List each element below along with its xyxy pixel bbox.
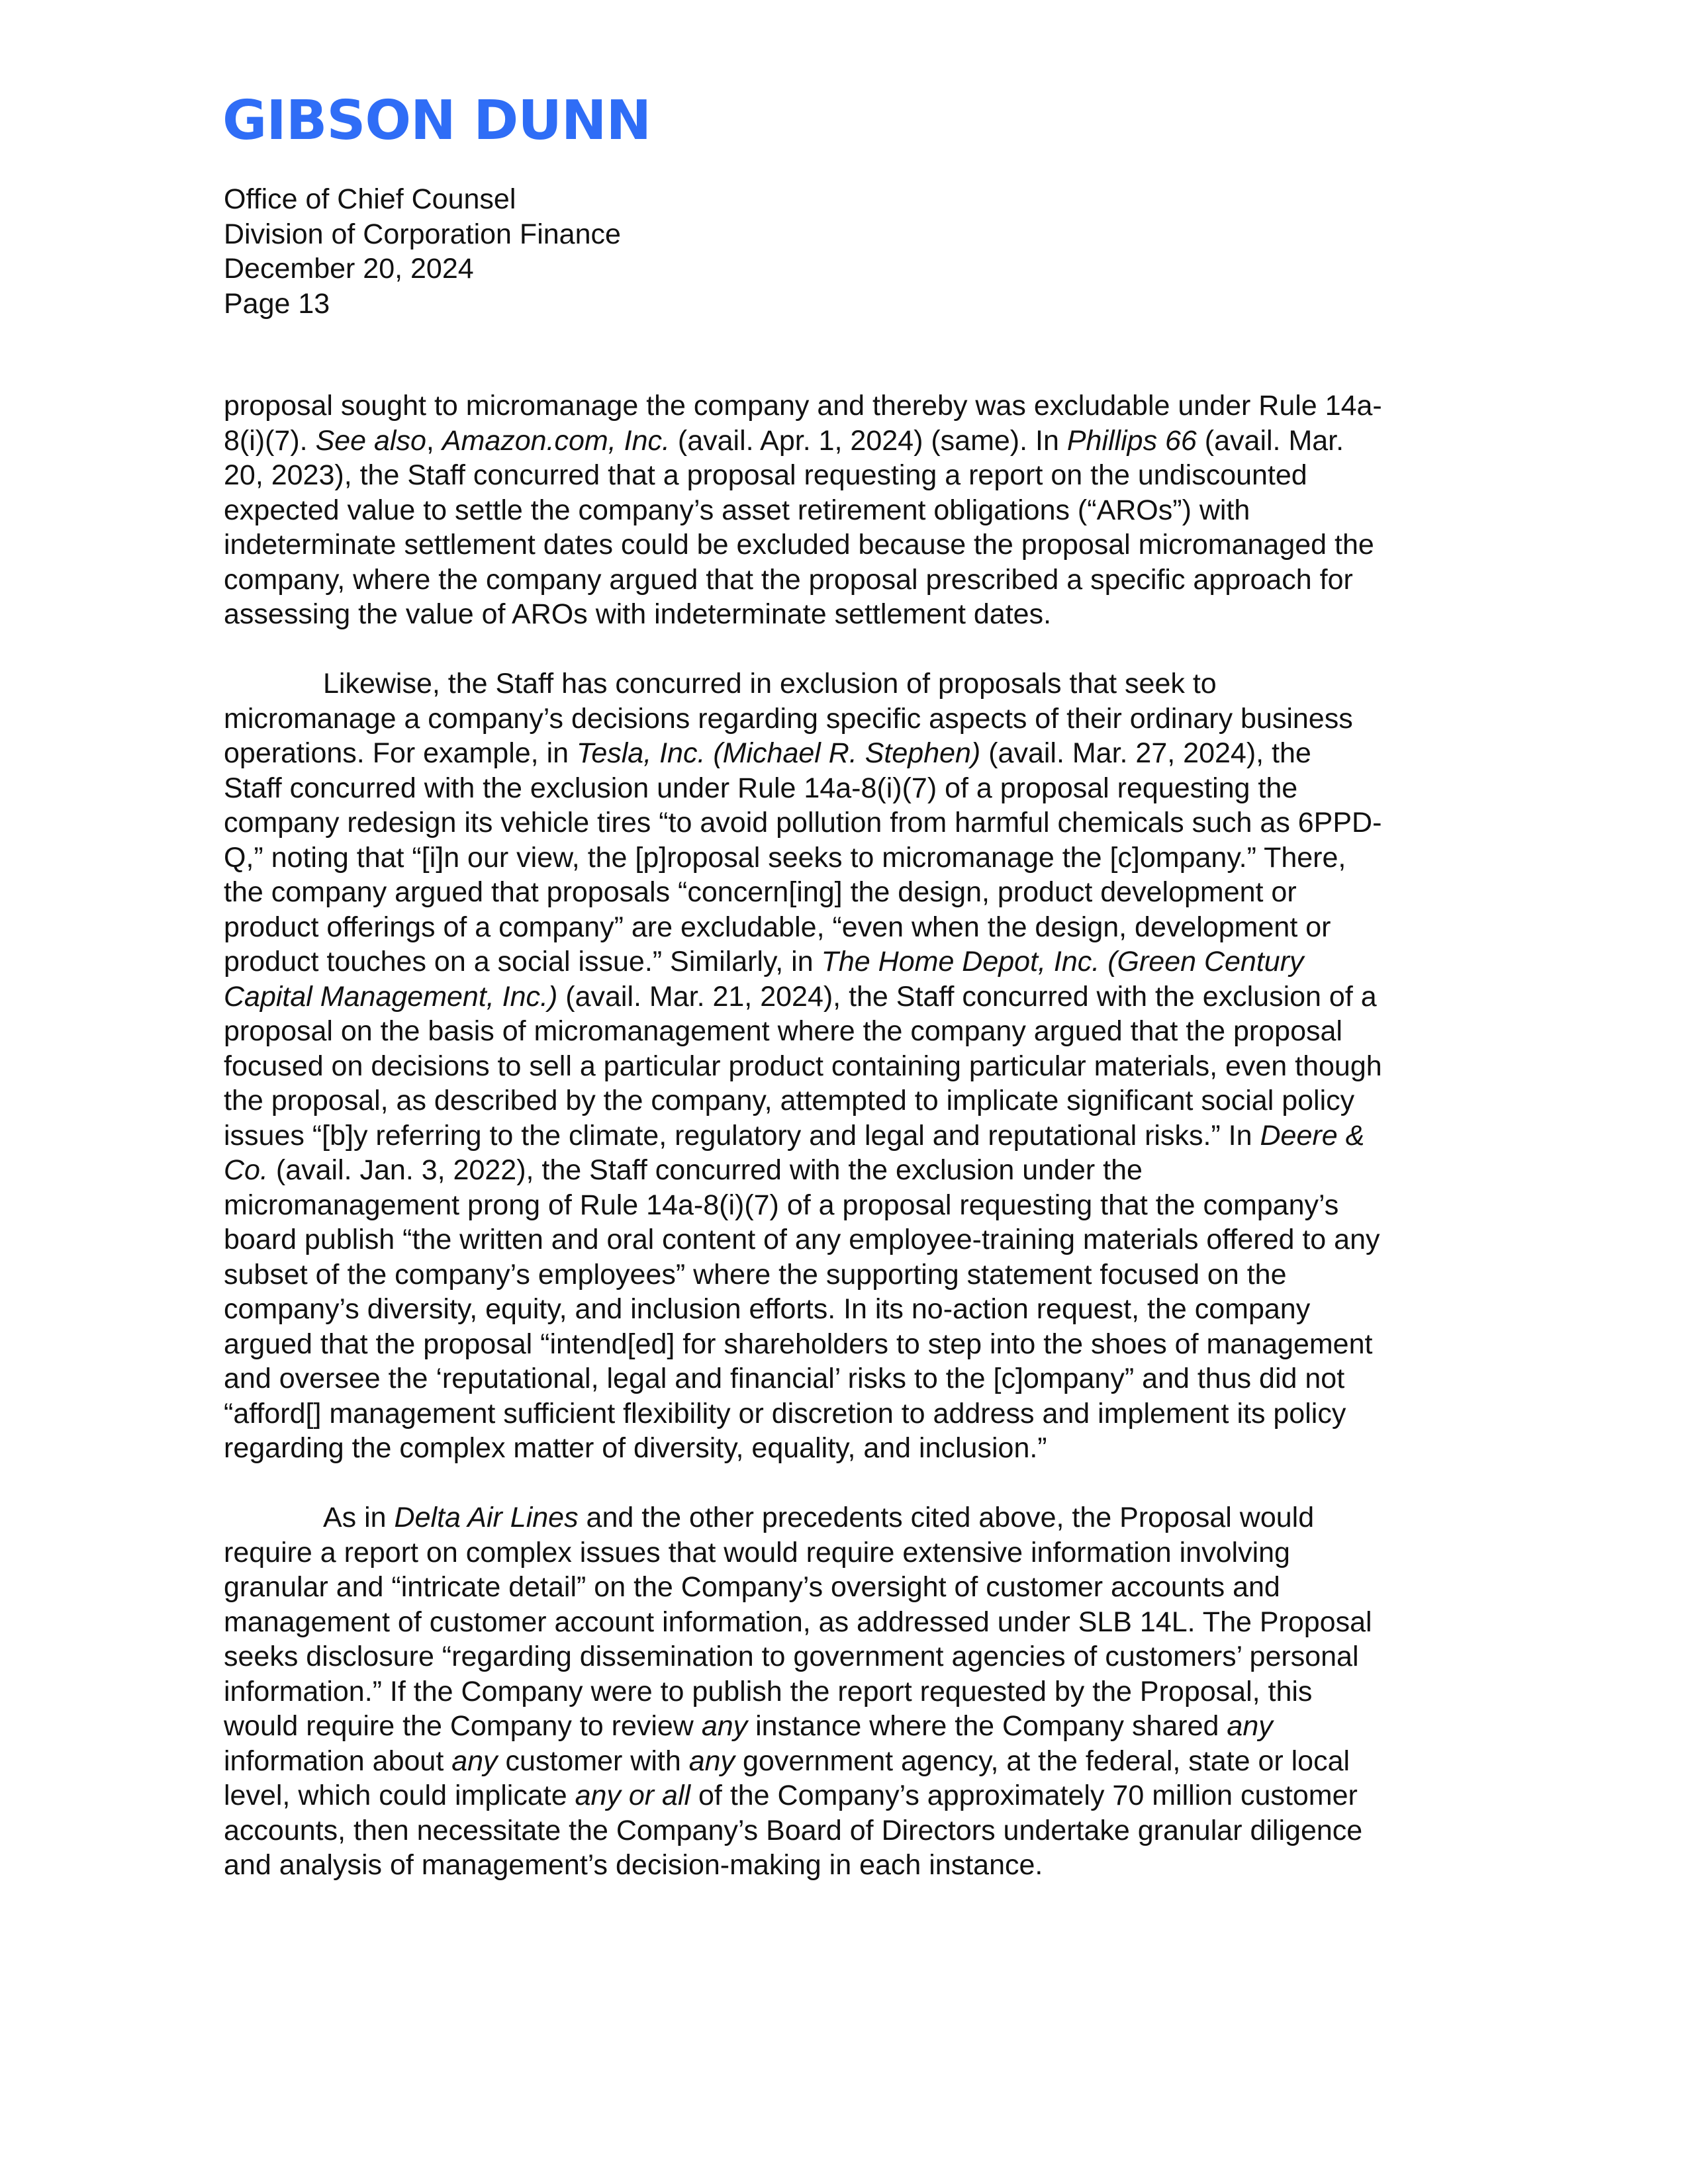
text-line	[224, 1361, 1468, 1396]
text-run: accounts, then necessitate the Company’s Board of Directors undertake granular diligence	[224, 1814, 1363, 1846]
text-run: “afford[] management sufficient flexibility or discretion to address and implement its policy	[224, 1397, 1346, 1430]
text-run: proposal sought to micromanage the company and thereby was excludable under Rule 14a-	[224, 390, 1382, 422]
text-run: require a report on complex issues that would require extensive information involving	[224, 1536, 1290, 1569]
text-run: Likewise, the Staff has concurred in exclusion of proposals that seek to	[323, 668, 1217, 700]
text-line	[224, 944, 1468, 979]
italic-citation: Tesla, Inc. (Michael R. Stephen)	[577, 737, 981, 769]
text-run: As in	[323, 1502, 395, 1533]
text-line	[224, 563, 1468, 598]
text-run: Staff concurred with the exclusion under Rule 14a-8(i)(7) of a proposal requesting the	[224, 772, 1298, 804]
body-paragraph	[224, 1500, 1468, 1883]
text-line	[224, 736, 1468, 771]
text-line	[224, 1570, 1468, 1605]
text-line	[224, 493, 1468, 528]
body-paragraph	[224, 666, 1468, 1466]
italic-citation: Phillips 66	[1066, 424, 1197, 457]
text-run: government agency, at the federal, state or local	[735, 1745, 1350, 1777]
text-run: focused on decisions to sell a particular product containing particular materials, even though	[224, 1050, 1382, 1082]
text-line	[224, 1535, 1468, 1570]
text-line	[224, 424, 1468, 459]
italic-citation: any	[451, 1745, 498, 1777]
text-line	[224, 702, 1468, 737]
text-run: regarding the complex matter of diversity, equality, and inclusion.”	[224, 1432, 1047, 1464]
text-run: argued that the proposal “intend[ed] for shareholders to step into the shoes of management	[224, 1328, 1373, 1360]
text-line	[224, 666, 1468, 702]
text-run: and the other precedents cited above, the Proposal would	[578, 1502, 1315, 1533]
text-run: 20, 2023), the Staff concurred that a proposal requesting a report on the undiscounted	[224, 459, 1307, 491]
text-line	[224, 841, 1468, 876]
italic-citation: See also	[315, 424, 426, 457]
text-run: of the Company’s approximately 70 million customer	[690, 1780, 1358, 1811]
text-run: issues “[b]y referring to the climate, regulatory and legal and reputational risks.” In	[224, 1119, 1260, 1152]
text-line	[224, 910, 1468, 945]
text-line	[224, 1292, 1468, 1327]
text-line	[224, 1327, 1468, 1362]
text-line	[224, 1014, 1468, 1049]
firm-logo: GIBSON DUNN	[222, 89, 651, 152]
italic-citation: Capital Management, Inc.)	[224, 980, 558, 1013]
text-run: company, where the company argued that the proposal prescribed a specific approach for	[224, 563, 1353, 596]
text-run: level, which could implicate	[224, 1780, 575, 1811]
letter-header	[224, 182, 621, 321]
text-line	[224, 597, 1468, 632]
text-run: company’s diversity, equity, and inclusion efforts. In its no-action request, the company	[224, 1293, 1311, 1325]
text-line	[224, 1709, 1468, 1744]
body-paragraph	[224, 388, 1468, 632]
text-line	[224, 1188, 1468, 1223]
text-run: 8(i)(7).	[224, 424, 316, 457]
italic-citation: any or all	[575, 1780, 691, 1811]
text-run: information.” If the Company were to publish the report requested by the Proposal, this	[224, 1675, 1313, 1707]
text-run: ,	[426, 424, 442, 457]
italic-citation: Deere &	[1260, 1119, 1365, 1152]
text-run: board publish “the written and oral content of any employee-training materials offered to any	[224, 1224, 1380, 1255]
text-run: (avail. Apr. 1, 2024) (same). In	[669, 424, 1067, 457]
italic-citation: any	[1227, 1710, 1273, 1742]
text-run: indeterminate settlement dates could be excluded because the proposal micromanaged the	[224, 529, 1374, 561]
text-run: granular and “intricate detail” on the Company’s oversight of customer accounts and	[224, 1571, 1280, 1603]
text-run: and oversee the ‘reputational, legal and financial’ risks to the [c]ompany” and thus did not	[224, 1363, 1345, 1394]
text-run: micromanage a company’s decisions regarding specific aspects of their ordinary business	[224, 702, 1353, 735]
text-run: proposal on the basis of micromanagement where the company argued that the proposal	[224, 1015, 1342, 1047]
text-run: Q,” noting that “[i]n our view, the [p]roposal seeks to micromanage the [c]ompany.” There,	[224, 841, 1346, 874]
text-line	[224, 1813, 1468, 1848]
italic-citation: any	[701, 1710, 748, 1742]
text-run: (avail. Mar. 21, 2024), the Staff concurred with the exclusion of a	[557, 980, 1377, 1013]
text-run: micromanagement prong of Rule 14a-8(i)(7) of a proposal requesting that the company’s	[224, 1189, 1339, 1221]
text-line	[224, 875, 1468, 910]
recipient-office: Office of Chief Counsel	[224, 183, 516, 215]
text-line	[224, 1778, 1468, 1813]
text-line	[224, 1396, 1468, 1432]
text-run: the proposal, as described by the company, attempted to implicate significant social policy	[224, 1085, 1355, 1116]
text-line	[224, 771, 1468, 806]
italic-citation: The Home Depot, Inc. (Green Century	[821, 946, 1304, 978]
text-line	[224, 1674, 1468, 1709]
text-line	[224, 1744, 1468, 1779]
text-line	[224, 1257, 1468, 1293]
text-line	[224, 979, 1468, 1015]
text-line	[224, 1639, 1468, 1674]
text-run: customer with	[497, 1745, 689, 1777]
text-line	[224, 1153, 1468, 1188]
text-run: management of customer account information, as addressed under SLB 14L. The Proposal	[224, 1606, 1372, 1638]
text-run: would require the Company to review	[224, 1710, 702, 1742]
text-line	[224, 1049, 1468, 1084]
text-run: subset of the company’s employees” where the supporting statement focused on the	[224, 1258, 1287, 1291]
letter-date: December 20, 2024	[224, 253, 474, 285]
text-run: company redesign its vehicle tires “to avoid pollution from harmful chemicals such as 6PPD-	[224, 807, 1382, 839]
text-run: and analysis of management’s decision-making in each instance.	[224, 1849, 1043, 1881]
text-run: operations. For example, in	[224, 737, 577, 769]
text-line	[224, 1605, 1468, 1640]
text-run: assessing the value of AROs with indeterminate settlement dates.	[224, 598, 1052, 630]
text-line	[224, 388, 1468, 424]
page-number: Page 13	[224, 287, 330, 320]
text-line	[224, 805, 1468, 841]
recipient-division: Division of Corporation Finance	[224, 218, 621, 250]
text-run: information about	[224, 1745, 452, 1777]
text-run: instance where the Company shared	[747, 1710, 1227, 1742]
text-line	[224, 458, 1468, 493]
text-run: (avail. Mar.	[1196, 424, 1344, 457]
text-line	[224, 527, 1468, 563]
text-run: the company argued that proposals “concern[ing] the design, product development or	[224, 876, 1297, 908]
text-line	[224, 1222, 1468, 1257]
letter-body	[224, 388, 1468, 1883]
text-line	[224, 1848, 1468, 1883]
text-line	[224, 1118, 1468, 1154]
italic-citation: any	[688, 1745, 735, 1777]
text-run: (avail. Jan. 3, 2022), the Staff concurred with the exclusion under the	[267, 1154, 1143, 1186]
text-run: seeks disclosure “regarding dissemination to government agencies of customers’ personal	[224, 1641, 1359, 1672]
text-run: product touches on a social issue.” Similarly, in	[224, 946, 821, 978]
text-line	[224, 1500, 1468, 1535]
text-run: expected value to settle the company’s asset retirement obligations (“AROs”) with	[224, 494, 1250, 526]
text-line	[224, 1431, 1468, 1466]
italic-citation: Amazon.com, Inc.	[442, 424, 670, 457]
text-run: (avail. Mar. 27, 2024), the	[980, 737, 1311, 769]
italic-citation: Delta Air Lines	[394, 1502, 579, 1533]
italic-citation: Co.	[224, 1154, 268, 1186]
text-line	[224, 1083, 1468, 1118]
text-run: product offerings of a company” are excludable, “even when the design, development or	[224, 911, 1331, 943]
